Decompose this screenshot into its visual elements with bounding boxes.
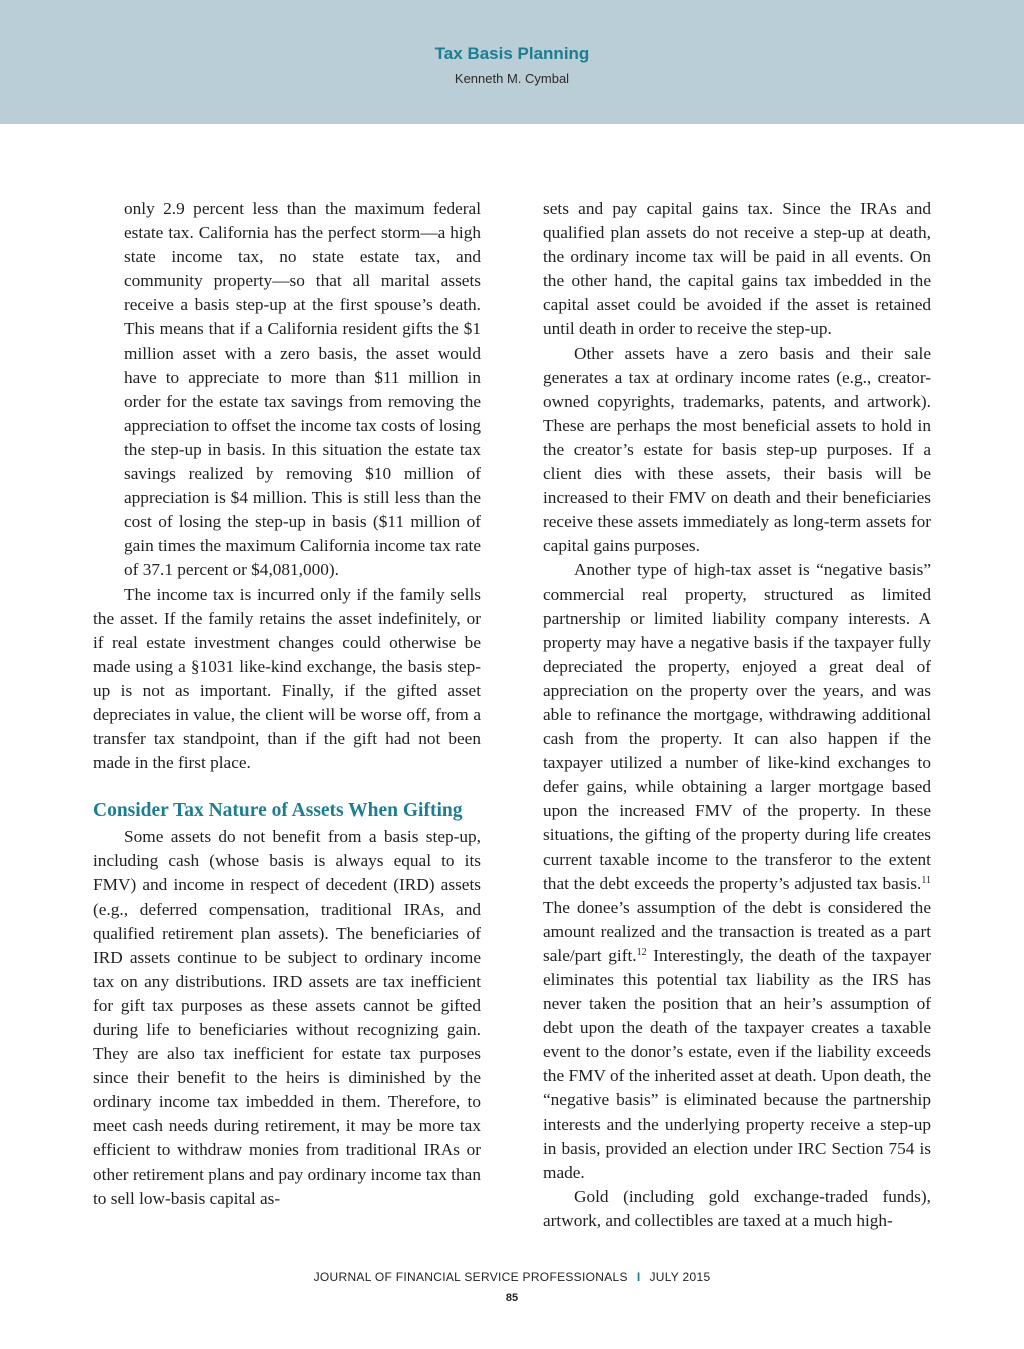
- running-author: Kenneth M. Cymbal: [454, 71, 570, 86]
- paragraph-continued: only 2.9 percent less than the maximum federal estate tax. California has the perfect storm—a high state income tax, no state estate tax, and community property—so that all marital assets receive a basis step-up at the first spouse’s death. This means that if a California resident gifts the $1 million asset with a zero basis, the asset would have to appreciate to more than $11 million in order for the estate tax savings from removing the appreciation to offset the income tax costs of losing the step-up in basis. In this situation the estate tax savings realized by removing $10 million of appreciation is $4 million. This is still less than the cost of losing the step-up in basis ($11 million of gain times the maximum California income tax rate of 37.1 percent or $4,081,000).: [124, 199, 481, 580]
- paragraph-continued: sets and pay capital gains tax. Since the IRAs and qualified plan assets do not receive a step-up at death, the ordinary income tax will be paid in all events. On the other hand, the capital gains tax imbedded in the capital asset could be avoided if the asset is retained until death in order to receive the step-up.: [543, 199, 931, 339]
- paragraph: Gold (including gold exchange-traded funds), artwork, and collectibles are taxed at a much high-: [543, 1186, 931, 1230]
- text-run: The donee’s assumption of the debt is considered the amount realized and the transaction is treated as a part sale/part gift.: [543, 897, 931, 965]
- right-column: [543, 197, 931, 1233]
- footnote-ref-11[interactable]: 11: [921, 874, 931, 886]
- running-title: Tax Basis Planning: [434, 44, 590, 63]
- journal-name: JOURNAL OF FINANCIAL SERVICE PROFESSIONALS: [313, 1270, 628, 1284]
- text-run: Another type of high-tax asset is “negative basis” commercial real property, structured as limited partnership or limited liability company interests. A property may have a negative basis if the taxpayer fully depreciated the property, enjoyed a great deal of appreciation on the property over the years, and was able to refinance the mortgage, withdrawing additional cash from the property. It can also happen if the taxpayer utilized a number of like-kind exchanges to defer gains, while obtaining a larger mortgage based upon the increased FMV of the property. In these situations, the gifting of the property during life creates current taxable income to the transferor to the extent that the debt exceeds the property’s adjusted tax basis.: [543, 560, 931, 893]
- footer-separator: I: [636, 1270, 641, 1284]
- paragraph: The income tax is incurred only if the family sells the asset. If the family retains the asset indefinitely, or if real estate investment changes could otherwise be made using a §1031 like-kind exchange, the basis step-up is not as important. Finally, if the gifted asset depreciates in value, the client will be worse off, from a transfer tax standpoint, than if the gift had not been made in the first place.: [93, 584, 481, 773]
- footnote-ref-12[interactable]: 12: [636, 946, 647, 958]
- page-number: 85: [505, 1292, 519, 1304]
- text-run: Interestingly, the death of the taxpayer eliminates this potential tax liability as the IRS has never taken the position that an heir’s assumption of debt upon the death of the taxpayer creates a taxable event to the donor’s estate, even if the liability exceeds the FMV of the inherited asset at death. Upon death, the “negative basis” is eliminated because the partnership interests and the underlying property receive a step-up in basis, provided an election under IRC Section 754 is made.: [543, 945, 931, 1182]
- paragraph: [543, 558, 931, 1184]
- section-heading: Consider Tax Nature of Assets When Gifting: [93, 800, 463, 822]
- issue-date: JULY 2015: [649, 1270, 711, 1284]
- paragraph: Other assets have a zero basis and their sale generates a tax at ordinary income rates (e.g., creator-owned copyrights, trademarks, patents, and artwork). These are perhaps the most beneficial assets to hold in the creator’s estate for basis step-up purposes. If a client dies with these assets, their basis will be increased to their FMV on death and their beneficiaries receive these assets immediately as long-term assets for capital gains purposes.: [543, 343, 931, 556]
- paragraph: Some assets do not benefit from a basis step-up, including cash (whose basis is always equal to its FMV) and income in respect of decedent (IRD) assets (e.g., deferred compensation, traditional IRAs, and qualified retirement plan assets). The beneficiaries of IRD assets continue to be subject to ordinary income tax on any distributions. IRD assets are tax inefficient for gift tax purposes as these assets cannot be gifted during life to beneficiaries without recognizing gain. They are also tax inefficient for estate tax purposes since their benefit to the heirs is diminished by the ordinary income tax imbedded in them. Therefore, to meet cash needs during retirement, it may be more tax efficient to withdraw monies from traditional IRAs or other retirement plans and pay ordinary income tax than to sell low-basis capital as-: [93, 827, 481, 1208]
- footer-line: [0, 1270, 1024, 1284]
- left-column: [93, 197, 481, 1211]
